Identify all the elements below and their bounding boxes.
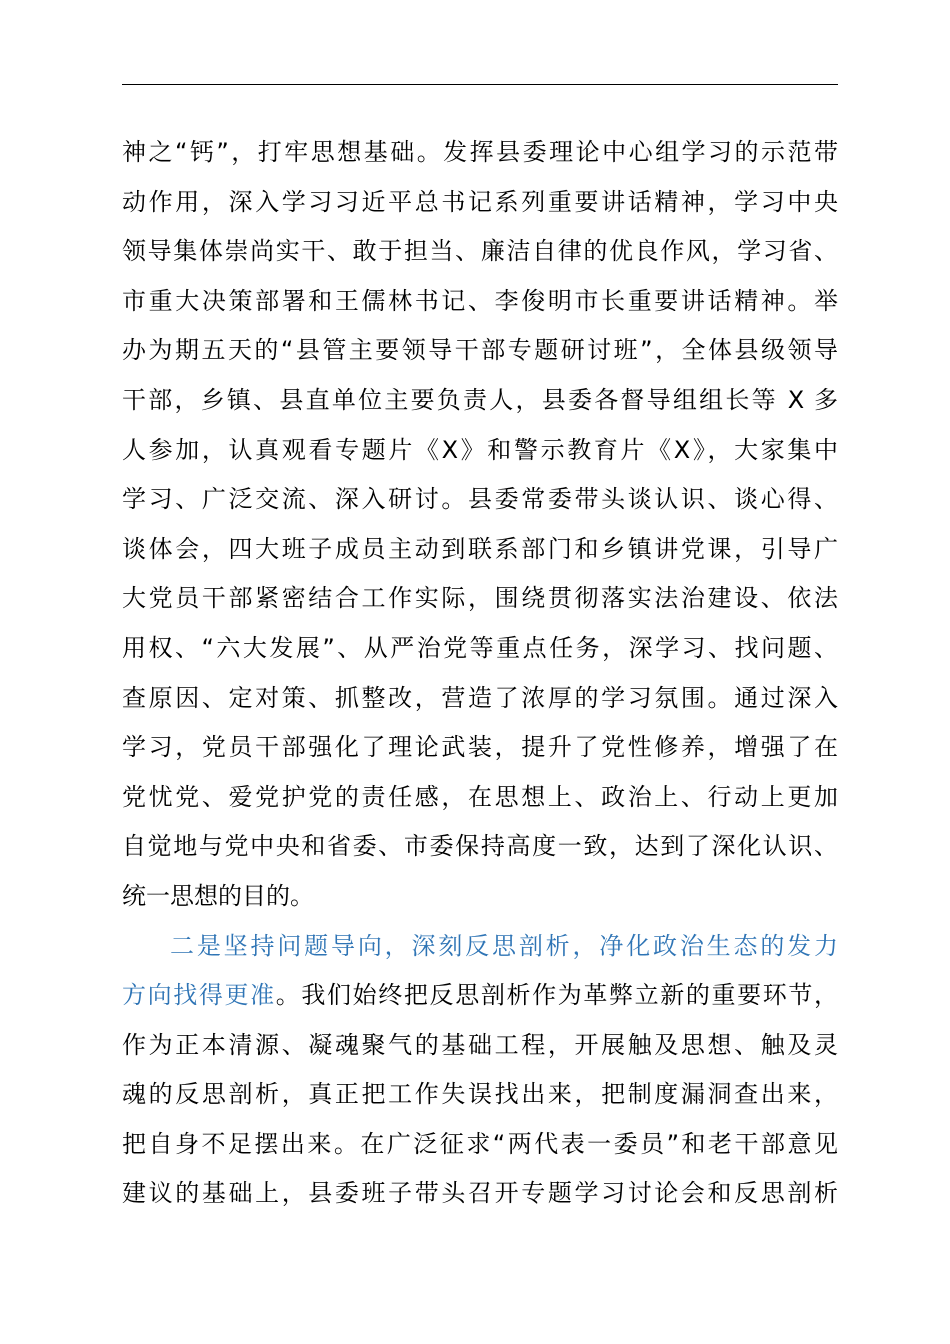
text-line: 把自身不足摆出来。在广泛征求“两代表一委员”和老干部意见 — [122, 1129, 838, 1158]
document-body — [122, 128, 838, 1219]
text-line: 建议的基础上，县委班子带头召开专题学习讨论会和反思剖析 — [122, 1179, 838, 1208]
text-line: 市重大决策部署和王儒林书记、李俊明市长重要讲话精神。举 — [122, 286, 838, 315]
section-heading-line: 二是坚持问题导向，深刻反思剖析，净化政治生态的发力 — [170, 931, 838, 960]
text-line: 魂的反思剖析，真正把工作失误找出来，把制度漏洞查出来， — [122, 1080, 838, 1109]
text-line: 神之“钙”，打牢思想基础。发挥县委理论中心组学习的示范带 — [122, 138, 838, 166]
paragraph-study — [122, 128, 838, 922]
text-line: 谈体会，四大班子成员主动到联系部门和乡镇讲党课，引导广 — [122, 534, 838, 563]
text-line: 办为期五天的“县管主要领导干部专题研讨班”，全体县级领导 — [122, 336, 838, 365]
text-line: 党忧党、爱党护党的责任感，在思想上、政治上、行动上更加 — [122, 782, 838, 811]
text-line: 作为正本清源、凝魂聚气的基础工程，开展触及思想、触及灵 — [122, 1030, 838, 1059]
section-heading-tail: 方向找得更准 — [122, 981, 276, 1010]
text-line: 领导集体崇尚实干、敢于担当、廉洁自律的优良作风，学习省、 — [122, 237, 838, 266]
text-line: 人参加，认真观看专题片《X》和警示教育片《X》，大家集中 — [122, 435, 838, 464]
text-line-mixed — [122, 971, 838, 1021]
text-line: 查原因、定对策、抓整改，营造了浓厚的学习氛围。通过深入 — [122, 683, 838, 712]
text-inline: 。我们始终把反思剖析作为革弊立新的重要环节， — [275, 981, 839, 1010]
text-line: 大党员干部紧密结合工作实际，围绕贯彻落实法治建设、依法 — [122, 584, 838, 613]
text-line: 自觉地与党中央和省委、市委保持高度一致，达到了深化认识、 — [122, 832, 838, 861]
text-line: 学习，党员干部强化了理论武装，提升了党性修养，增强了在 — [122, 733, 838, 762]
text-line-last: 统一思想的目的。 — [122, 881, 314, 910]
paragraph-reflection — [122, 922, 838, 1220]
text-line: 用权、“六大发展”、从严治党等重点任务，深学习、找问题、 — [122, 633, 838, 662]
header-rule — [122, 84, 838, 85]
text-line: 动作用，深入学习习近平总书记系列重要讲话精神，学习中央 — [122, 187, 838, 216]
text-line: 学习、广泛交流、深入研讨。县委常委带头谈认识、谈心得、 — [122, 485, 838, 514]
text-line: 干部，乡镇、县直单位主要负责人，县委各督导组组长等 X 多 — [122, 385, 838, 414]
